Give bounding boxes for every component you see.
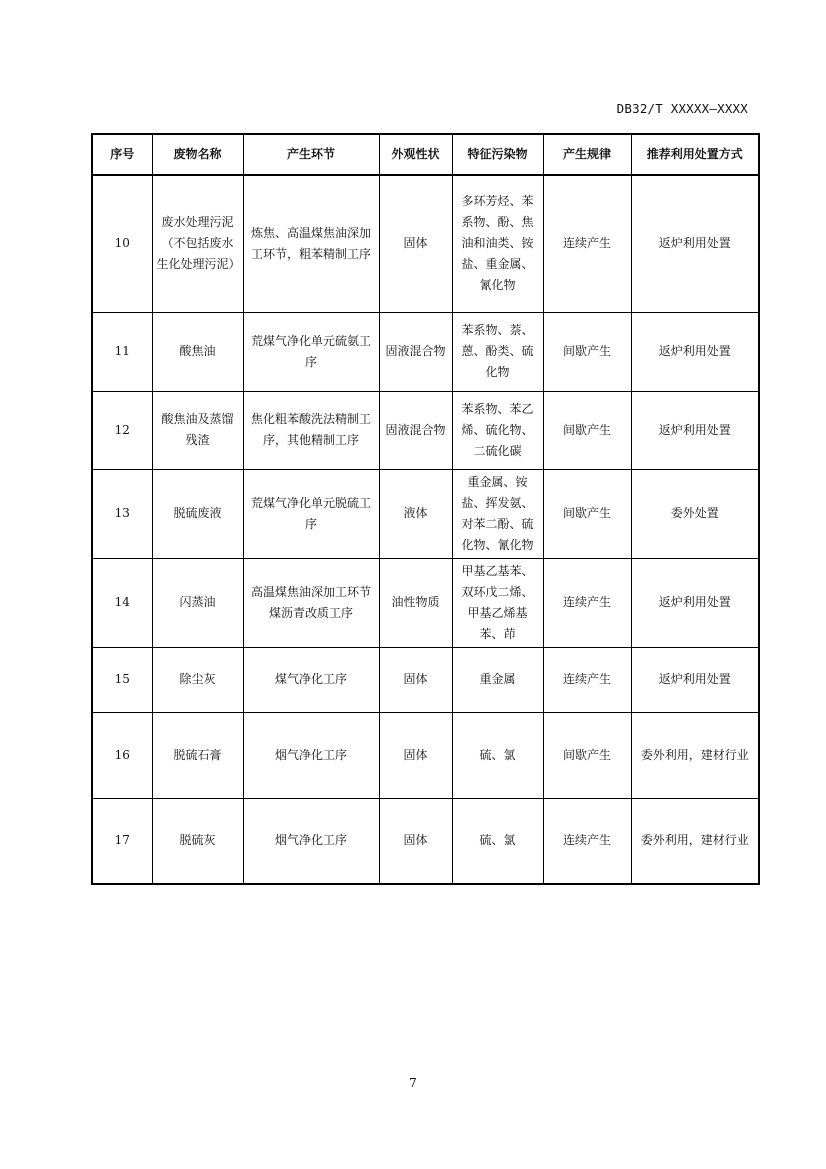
cell-pollutants: 多环芳烃、苯系物、酚、焦油和油类、铵盐、重金属、氰化物 bbox=[452, 175, 543, 312]
cell-pattern: 间歇产生 bbox=[543, 712, 631, 798]
column-header-form: 外观性状 bbox=[379, 134, 452, 175]
cell-process: 煤气净化工序 bbox=[243, 647, 379, 712]
cell-disposal: 委外利用，建材行业 bbox=[631, 798, 759, 884]
cell-name: 除尘灰 bbox=[152, 647, 243, 712]
table-row bbox=[92, 647, 759, 712]
cell-pattern: 连续产生 bbox=[543, 647, 631, 712]
cell-disposal: 返炉利用处置 bbox=[631, 558, 759, 647]
table-row bbox=[92, 712, 759, 798]
table-row bbox=[92, 798, 759, 884]
page-number: 7 bbox=[409, 1076, 417, 1090]
cell-process: 烟气净化工序 bbox=[243, 798, 379, 884]
column-header-pattern: 产生规律 bbox=[543, 134, 631, 175]
table-row bbox=[92, 469, 759, 558]
cell-process: 荒煤气净化单元脱硫工序 bbox=[243, 469, 379, 558]
cell-form: 液体 bbox=[379, 469, 452, 558]
cell-pollutants: 甲基乙基苯、双环戊二烯、甲基乙烯基苯、茚 bbox=[452, 558, 543, 647]
table-row bbox=[92, 391, 759, 469]
cell-pollutants: 重金属、铵盐、挥发氨、对苯二酚、硫化物、氰化物 bbox=[452, 469, 543, 558]
cell-name: 脱硫灰 bbox=[152, 798, 243, 884]
cell-disposal: 返炉利用处置 bbox=[631, 312, 759, 391]
waste-table bbox=[91, 133, 760, 885]
table-header-row bbox=[92, 134, 759, 175]
cell-pattern: 连续产生 bbox=[543, 798, 631, 884]
cell-process: 焦化粗苯酸洗法精制工序，其他精制工序 bbox=[243, 391, 379, 469]
cell-disposal: 返炉利用处置 bbox=[631, 391, 759, 469]
column-header-process: 产生环节 bbox=[243, 134, 379, 175]
column-header-name: 废物名称 bbox=[152, 134, 243, 175]
table-row bbox=[92, 175, 759, 312]
table-row bbox=[92, 312, 759, 391]
cell-no: 15 bbox=[92, 647, 152, 712]
cell-name: 脱硫废液 bbox=[152, 469, 243, 558]
cell-name: 脱硫石膏 bbox=[152, 712, 243, 798]
cell-pollutants: 苯系物、萘、蒽、酚类、硫化物 bbox=[452, 312, 543, 391]
cell-pattern: 间歇产生 bbox=[543, 469, 631, 558]
cell-name: 闪蒸油 bbox=[152, 558, 243, 647]
cell-pollutants: 重金属 bbox=[452, 647, 543, 712]
cell-name: 酸焦油 bbox=[152, 312, 243, 391]
cell-disposal: 返炉利用处置 bbox=[631, 647, 759, 712]
cell-process: 高温煤焦油深加工环节煤沥青改质工序 bbox=[243, 558, 379, 647]
cell-process: 荒煤气净化单元硫氨工序 bbox=[243, 312, 379, 391]
cell-pattern: 连续产生 bbox=[543, 558, 631, 647]
cell-pattern: 连续产生 bbox=[543, 175, 631, 312]
cell-form: 固液混合物 bbox=[379, 312, 452, 391]
cell-form: 固体 bbox=[379, 175, 452, 312]
cell-pollutants: 硫、氯 bbox=[452, 798, 543, 884]
cell-name: 酸焦油及蒸馏残渣 bbox=[152, 391, 243, 469]
cell-no: 13 bbox=[92, 469, 152, 558]
cell-process: 烟气净化工序 bbox=[243, 712, 379, 798]
column-header-disposal: 推荐利用处置方式 bbox=[631, 134, 759, 175]
cell-no: 10 bbox=[92, 175, 152, 312]
cell-form: 固体 bbox=[379, 647, 452, 712]
cell-no: 14 bbox=[92, 558, 152, 647]
cell-disposal: 返炉利用处置 bbox=[631, 175, 759, 312]
cell-process: 炼焦、高温煤焦油深加工环节，粗苯精制工序 bbox=[243, 175, 379, 312]
cell-pattern: 间歇产生 bbox=[543, 312, 631, 391]
table-row bbox=[92, 558, 759, 647]
cell-pollutants: 苯系物、苯乙烯、硫化物、二硫化碳 bbox=[452, 391, 543, 469]
cell-no: 16 bbox=[92, 712, 152, 798]
cell-form: 油性物质 bbox=[379, 558, 452, 647]
cell-no: 11 bbox=[92, 312, 152, 391]
column-header-no: 序号 bbox=[92, 134, 152, 175]
cell-pollutants: 硫、氯 bbox=[452, 712, 543, 798]
cell-disposal: 委外利用，建材行业 bbox=[631, 712, 759, 798]
cell-no: 12 bbox=[92, 391, 152, 469]
cell-form: 固液混合物 bbox=[379, 391, 452, 469]
cell-no: 17 bbox=[92, 798, 152, 884]
cell-name: 废水处理污泥（不包括废水生化处理污泥） bbox=[152, 175, 243, 312]
cell-disposal: 委外处置 bbox=[631, 469, 759, 558]
cell-form: 固体 bbox=[379, 712, 452, 798]
column-header-pollutants: 特征污染物 bbox=[452, 134, 543, 175]
document-code: DB32/T XXXXX—XXXX bbox=[616, 101, 748, 116]
cell-pattern: 间歇产生 bbox=[543, 391, 631, 469]
cell-form: 固体 bbox=[379, 798, 452, 884]
